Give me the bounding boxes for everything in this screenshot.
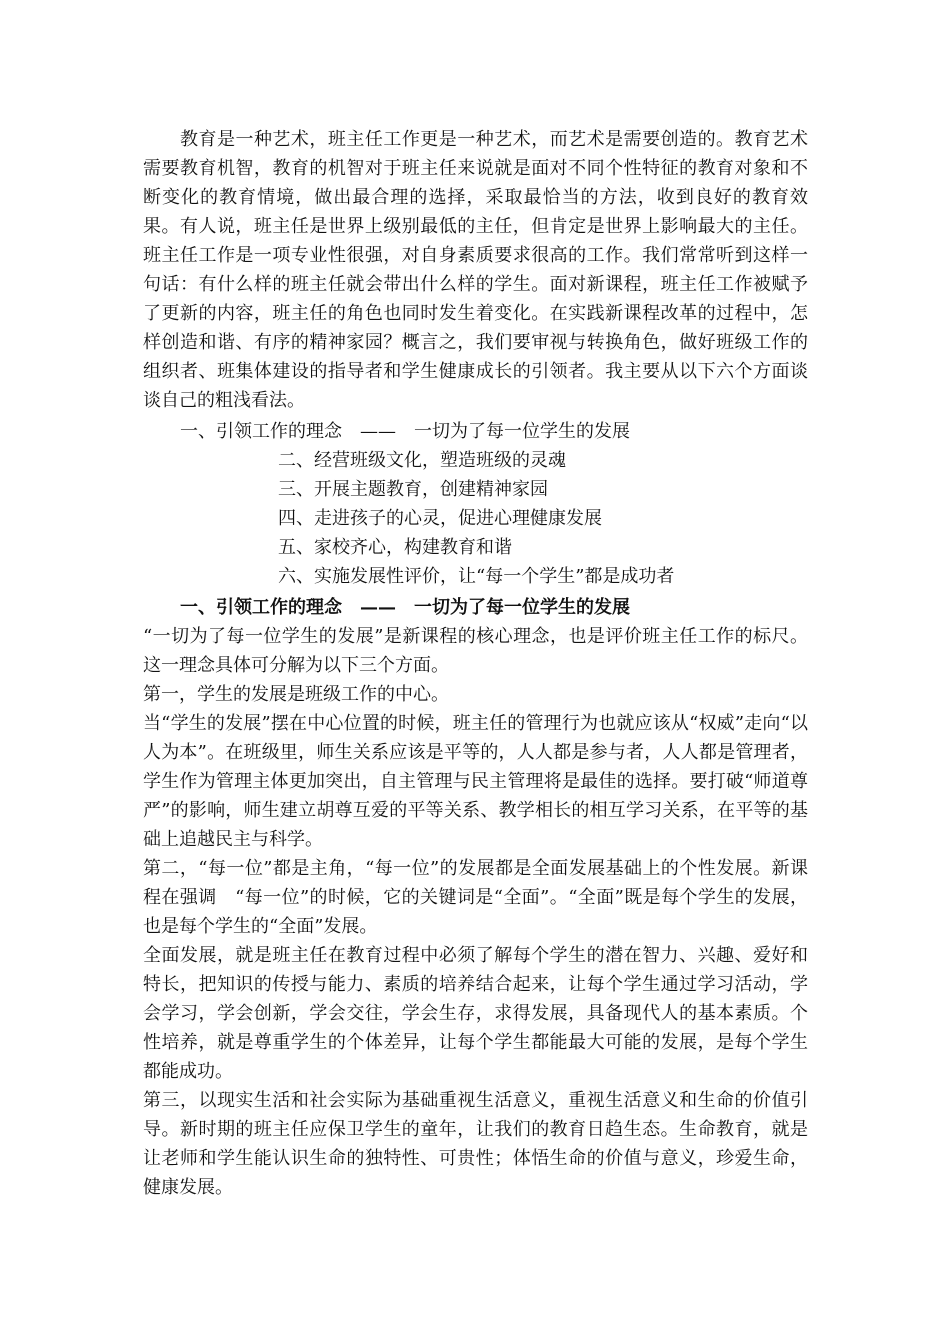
outline-item-3: 三、开展主题教育，创建精神家园	[278, 479, 548, 500]
document-body	[143, 125, 808, 1202]
body-paragraph: 全面发展，就是班主任在教育过程中必须了解每个学生的潜在智力、兴趣、爱好和特长，把知识的传授与能力、素质的培养结合起来，让每个学生通过学习活动，学会学习，学会创新，学会交往，学会生存，求得发展，具备现代人的基本素质。个性培养，就是尊重学生的个体差异，让每个学生都能最大可能的发展，是每个学生都能成功。	[143, 945, 808, 1082]
body-paragraph: “一切为了每一位学生的发展”是新课程的核心理念，也是评价班主任工作的标尺。这一理念具体可分解为以下三个方面。	[143, 626, 808, 676]
intro-paragraph: 教育是一种艺术，班主任工作更是一种艺术，而艺术是需要创造的。教育艺术需要教育机智，教育的机智对于班主任来说就是面对不同个性特征的教育对象和不断变化的教育情境，做出最合理的选择，采取最恰当的方法，收到良好的教育效果。有人说，班主任是世界上级别最低的主任，但肯定是世界上影响最大的主任。班主任工作是一项专业性很强，对自身素质要求很高的工作。我们常常听到这样一句话：有什么样的班主任就会带出什么样的学生。面对新课程，班主任工作被赋予了更新的内容，班主任的角色也同时发生着变化。在实践新课程改革的过程中，怎样创造和谐、有序的精神家园？概言之，我们要审视与转换角色，做好班级工作的组织者、班集体建设的指导者和学生健康成长的引领者。我主要从以下六个方面谈谈自己的粗浅看法。	[143, 129, 808, 411]
outline-item-4: 四、走进孩子的心灵，促进心理健康发展	[278, 508, 602, 529]
body-paragraph: 第三，以现实生活和社会实际为基础重视生活意义，重视生活意义和生命的价值引导。新时期的班主任应保卫学生的童年，让我们的教育日趋生态。生命教育，就是让老师和学生能认识生命的独特性、可贵性；体悟生命的价值与意义，珍爱生命，健康发展。	[143, 1090, 808, 1198]
body-paragraph: 当“学生的发展”摆在中心位置的时候，班主任的管理行为也就应该从“权威”走向“以人为本”。在班级里，师生关系应该是平等的，人人都是参与者，人人都是管理者，学生作为管理主体更加突出，自主管理与民主管理将是最佳的选择。要打破“师道尊严”的影响，师生建立胡尊互爱的平等关系、教学相长的相互学习关系，在平等的基础上追越民主与科学。	[143, 713, 808, 850]
outline-item-2: 二、经营班级文化，塑造班级的灵魂	[278, 450, 566, 471]
body-paragraph: 第一，学生的发展是班级工作的中心。	[143, 684, 449, 705]
section-heading: 一、引领工作的理念 —— 一切为了每一位学生的发展	[180, 597, 630, 618]
outline-item-6: 六、实施发展性评价，让“每一个学生”都是成功者	[278, 566, 675, 587]
outline-item-5: 五、家校齐心，构建教育和谐	[278, 537, 512, 558]
outline-item-1: 一、引领工作的理念 —— 一切为了每一位学生的发展	[180, 421, 630, 442]
body-paragraph: 第二，“每一位”都是主角，“每一位”的发展都是全面发展基础上的个性发展。新课程在强调 “每一位”的时候，它的关键词是“全面”。“全面”既是每个学生的发展，也是每个学生的“全面”发展。	[143, 858, 808, 937]
